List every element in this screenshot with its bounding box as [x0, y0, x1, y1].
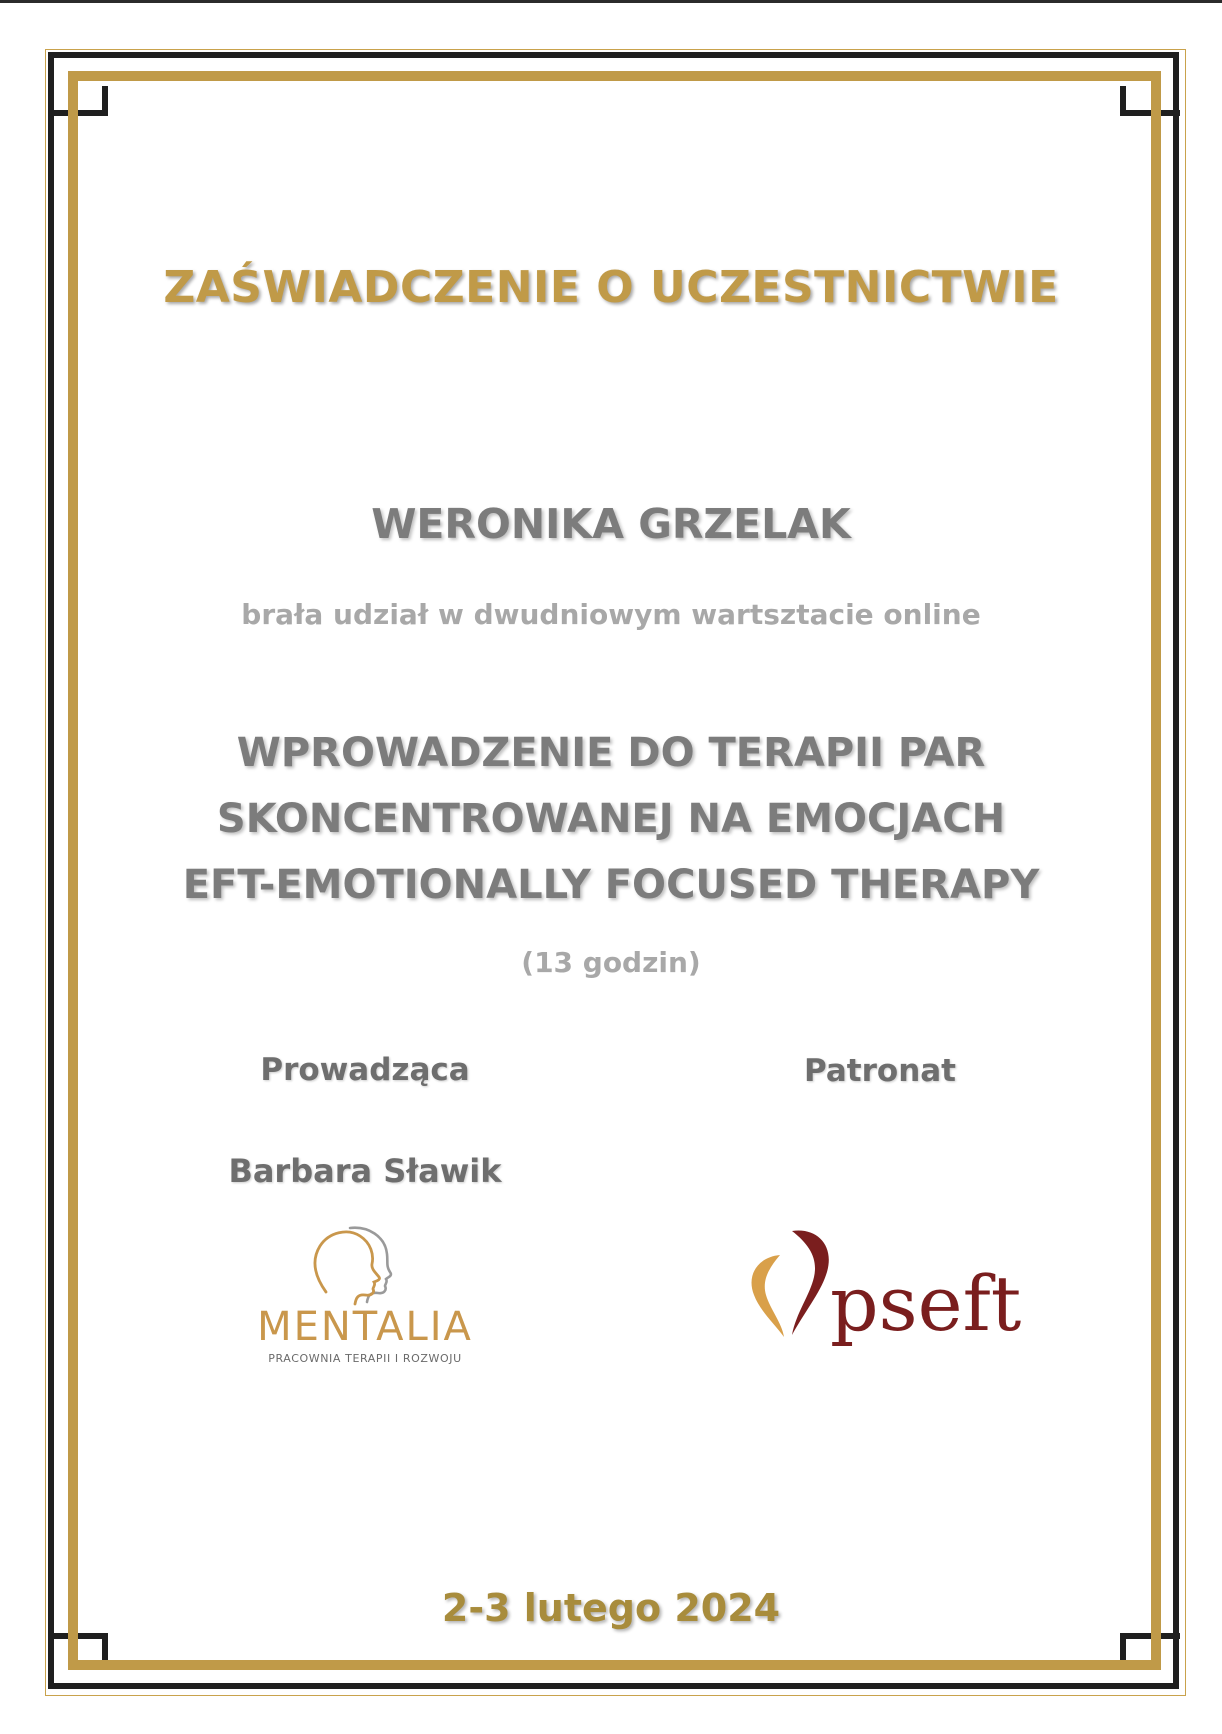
heart-swirl-icon: [752, 1230, 829, 1337]
mentalia-logo: [230, 1222, 500, 1372]
two-heads-profile-icon: [315, 1228, 391, 1304]
pseft-logo: [740, 1225, 1030, 1365]
lead-name: Barbara Sławik: [228, 1152, 502, 1190]
mentalia-wordmark: MENTALIA: [257, 1304, 473, 1350]
mentalia-tagline: PRACOWNIA TERAPII I ROZWOJU: [268, 1352, 462, 1365]
course-hours: (13 godzin): [521, 946, 701, 979]
top-rule: [0, 0, 1222, 3]
certificate-heading: ZAŚWIADCZENIE O UCZESTNICTWIE: [163, 262, 1059, 313]
course-title: [0, 720, 1222, 918]
course-title-line-3: EFT-EMOTIONALLY FOCUSED THERAPY: [182, 862, 1040, 908]
participant-name: WERONIKA GRZELAK: [371, 500, 851, 548]
patronage-label: Patronat: [803, 1053, 957, 1089]
participation-text: brała udział w dwudniowym wartsztacie online: [241, 598, 981, 631]
lead-label: Prowadząca: [260, 1052, 470, 1088]
pseft-wordmark: pseft: [830, 1259, 1022, 1348]
course-title-line-1: WPROWADZENIE DO TERAPII PAR: [236, 730, 986, 776]
course-title-line-2: SKONCENTROWANEJ NA EMOCJACH: [216, 796, 1006, 842]
workshop-date: 2-3 lutego 2024: [441, 1586, 781, 1630]
